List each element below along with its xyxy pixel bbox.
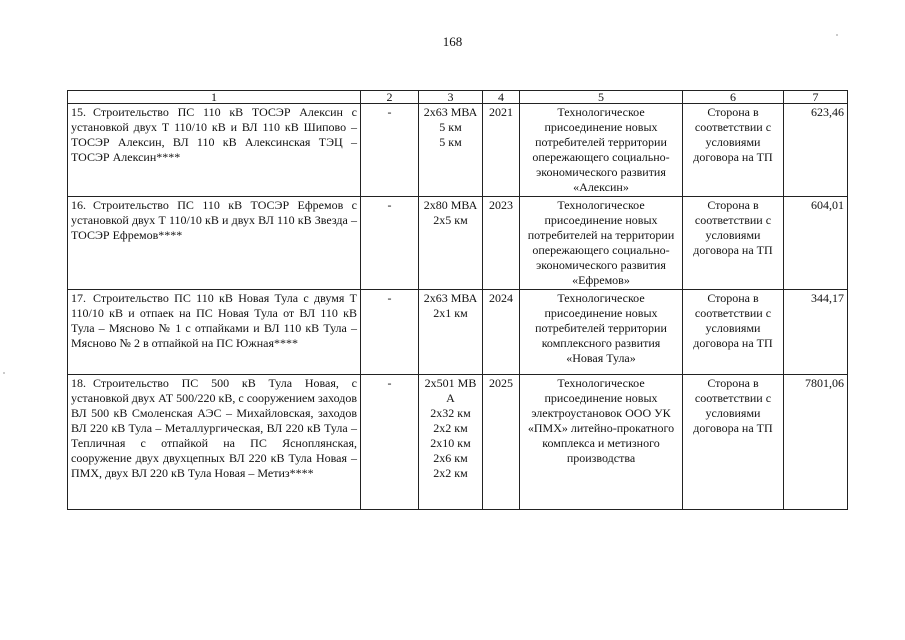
year-cell: 2024 — [483, 290, 520, 375]
description-text: Строительство ПС 500 кВ Тула Новая, с установкой двух АТ 500/220 кВ, с сооружением заходов ВЛ 500 кВ Смоленская АЭС – Михайловская, заходов ВЛ 220 кВ Тула – Металлургическая, ВЛ 220 кВ Тула – Тепличная с отпайкой на ПС Ясноплянская, сооружение двух двухцепных ВЛ 220 кВ Тула Новая – ПМХ, двух ВЛ 220 кВ Тула Новая – Метиз**** — [71, 376, 357, 480]
column-header: 4 — [483, 91, 520, 104]
capacity-line: 2x5 км — [433, 213, 468, 227]
capacity-line: 5 км — [439, 135, 462, 149]
capacity-line: 2x63 МВА — [423, 291, 478, 305]
data-table — [67, 90, 848, 510]
page-number: 168 — [442, 34, 463, 49]
cost-cell: 623,46 — [784, 104, 848, 197]
year-cell: 2025 — [483, 375, 520, 510]
column-header: 3 — [419, 91, 483, 104]
scan-speck — [836, 34, 838, 36]
cost-cell: 7801,06 — [784, 375, 848, 510]
column-header: 5 — [520, 91, 683, 104]
col2-cell: - — [361, 290, 419, 375]
responsible-cell: Сторона в соответствии с условиями договора на ТП — [683, 290, 784, 375]
capacity-cell — [419, 290, 483, 375]
capacity-line: 2x63 МВА — [423, 105, 478, 119]
capacity-cell — [419, 197, 483, 290]
purpose-cell: Технологическое присоединение новых электроустановок ООО УК «ПМХ» литейно-прокатного комплекса и метизного производства — [520, 375, 683, 510]
table-row — [68, 375, 848, 510]
column-header: 6 — [683, 91, 784, 104]
capacity-line: 2x32 км — [430, 406, 471, 420]
responsible-cell: Сторона в соответствии с условиями договора на ТП — [683, 104, 784, 197]
capacity-cell — [419, 104, 483, 197]
capacity-line: 2x80 МВА — [423, 198, 478, 212]
col2-cell: - — [361, 375, 419, 510]
capacity-line: 2x2 км — [433, 466, 468, 480]
cost-cell: 604,01 — [784, 197, 848, 290]
purpose-cell: Технологическое присоединение новых потребителей на территории опережающего социально-экономического развития «Ефремов» — [520, 197, 683, 290]
purpose-cell: Технологическое присоединение новых потребителей территории опережающего социально-экономического развития «Алексин» — [520, 104, 683, 197]
col2-cell: - — [361, 197, 419, 290]
column-header: 7 — [784, 91, 848, 104]
description-cell — [68, 375, 361, 510]
col2-cell: - — [361, 104, 419, 197]
capacity-line: 2x1 км — [433, 306, 468, 320]
purpose-cell: Технологическое присоединение новых потребителей территории комплексного развития «Новая Тула» — [520, 290, 683, 375]
description-cell — [68, 290, 361, 375]
column-header: 1 — [68, 91, 361, 104]
row-number: 17. — [71, 291, 86, 305]
description-text: Строительство ПС 110 кВ ТОСЭР Алексин с установкой двух Т 110/10 кВ и ВЛ 110 кВ Шипово – ТОСЭР Алексин, ВЛ 110 кВ Алексинская ТЭЦ – ТОСЭР Алексин**** — [71, 105, 357, 164]
year-cell: 2023 — [483, 197, 520, 290]
scan-speck — [3, 372, 5, 374]
responsible-cell: Сторона в соответствии с условиями договора на ТП — [683, 375, 784, 510]
row-number: 16. — [71, 198, 86, 212]
row-number: 15. — [71, 105, 86, 119]
description-text: Строительство ПС 110 кВ Новая Тула с двумя Т 110/10 кВ и отпаек на ПС Новая Тула от ВЛ 110 кВ Тула – Мясново № 1 с отпайками и ВЛ 110 кВ Тула – Мясново № 2 в отпайкой на ПС Южная**** — [71, 291, 357, 350]
capacity-cell — [419, 375, 483, 510]
capacity-line: 5 км — [439, 120, 462, 134]
responsible-cell: Сторона в соответствии с условиями договора на ТП — [683, 197, 784, 290]
capacity-line: 2x10 км — [430, 436, 471, 450]
capacity-line: 2x2 км — [433, 421, 468, 435]
description-cell — [68, 104, 361, 197]
table-row — [68, 290, 848, 375]
table-row — [68, 104, 848, 197]
cost-cell: 344,17 — [784, 290, 848, 375]
capacity-line: А — [446, 391, 455, 405]
capacity-line: 2x6 км — [433, 451, 468, 465]
row-number: 18. — [71, 376, 86, 390]
column-header: 2 — [361, 91, 419, 104]
year-cell: 2021 — [483, 104, 520, 197]
table-header-row — [68, 91, 848, 104]
description-text: Строительство ПС 110 кВ ТОСЭР Ефремов с установкой двух Т 110/10 кВ и двух ВЛ 110 кВ Звезда – ТОСЭР Ефремов**** — [71, 198, 357, 242]
description-cell — [68, 197, 361, 290]
table-row — [68, 197, 848, 290]
capacity-line: 2x501 МВ — [424, 376, 477, 390]
